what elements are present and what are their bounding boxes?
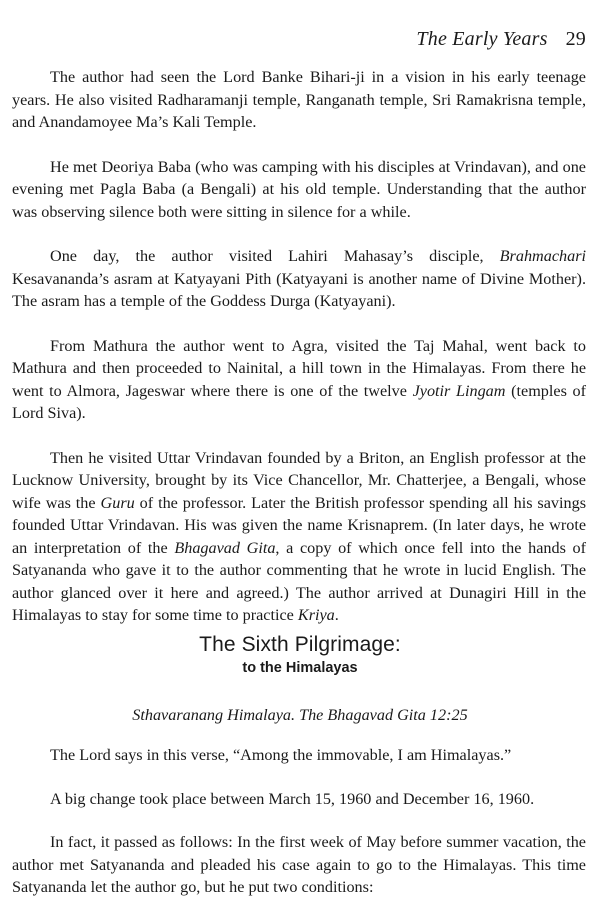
paragraph-3-part-a: One day, the author visited Lahiri Mahasay’s disciple, [50, 247, 500, 265]
paragraph-5-part-e: , a copy of which once fell into the hands of Satyananda who gave it to the author commenting that he wrote in lucid English. The author glanced over it here and agreed.) The author arrived at Dunagiri Hill in the Himalayas to stay for some time to practice [12, 538, 586, 624]
paragraph-8: In fact, it passed as follows: In the first week of May before summer vacation, the author met Satyananda and pleaded his case again to go to the Himalayas. This time Satyananda let the author go, but he put two conditions: [12, 833, 586, 896]
paragraph-4-part-c: (temples of Lord Siva). [12, 381, 587, 422]
paragraph-5-part-g: . [334, 606, 339, 624]
paragraph-3-part-c: Kesavananda’s asram at Katyayani Pith (Katyayani is another name of Divine Mother). The asram has a temple of the Goddess Durga (Katyayani). [12, 269, 586, 310]
paragraph-6: The Lord says in this verse, “Among the immovable, I am Himalayas.” [50, 746, 512, 764]
paragraph-3 [12, 245, 586, 313]
running-header [416, 28, 586, 51]
paragraph-5-italic-kriya: Kriya [297, 606, 335, 624]
paragraph-4 [12, 335, 586, 425]
section-heading [0, 633, 600, 676]
paragraph-5-italic-guru: Guru [100, 493, 135, 512]
chapter-title: The Early Years [416, 28, 548, 50]
paragraph-2: He met Deoriya Baba (who was camping with his disciples at Vrindavan), and one evening met Pagla Baba (a Bengali) at his old temple. Understanding that the author was observing silence both were sitting in silence for a while. [12, 157, 586, 221]
paragraph-4-part-a: From Mathura the author went to Agra, visited the Taj Mahal, went back to Mathura and then proceeded to Nainital, a hill town in the Himalayas. From there he went to Almora, Jageswar where there is one of the twelve [12, 336, 586, 400]
body-text-lower [12, 744, 586, 899]
section-subtitle: to the Himalayas [242, 660, 358, 676]
paragraph-1: The author had seen the Lord Banke Bihari-ji in a vision in his early teenage years. He also visited Radharamanji temple, Ranganath temple, Sri Ramakrisna temple, and Anandamoyee Ma’s Kali Temple. [12, 68, 586, 131]
paragraph-5-italic-bhagavad-gita: Bhagavad Gita [174, 538, 276, 557]
paragraph-3-italic-brahmachari: Brahmachari [499, 247, 586, 265]
page-number: 29 [565, 28, 586, 50]
paragraph-5-part-a: Then he visited Uttar Vrindavan founded by a Briton, an English professor at the Lucknow University, brought by its Vice Chancellor, Mr. Chatterjee, a Bengali, whose wife was the [12, 448, 586, 512]
section-title: The Sixth Pilgrimage: [199, 633, 401, 656]
body-text-upper [12, 66, 586, 627]
epigraph: Sthavaranang Himalaya. The Bhagavad Gita 12:25 [132, 706, 468, 724]
paragraph-7: A big change took place between March 15, 1960 and December 16, 1960. [50, 789, 535, 808]
paragraph-5-part-c: of the professor. Later the British professor spending all his savings founded Uttar Vrindavan. His was given the name Krisnaprem. (In later days, he wrote an interpretation of the [12, 493, 586, 557]
paragraph-4-italic-jyotir-lingam: Jyotir Lingam [412, 381, 506, 400]
paragraph-5 [12, 447, 586, 627]
